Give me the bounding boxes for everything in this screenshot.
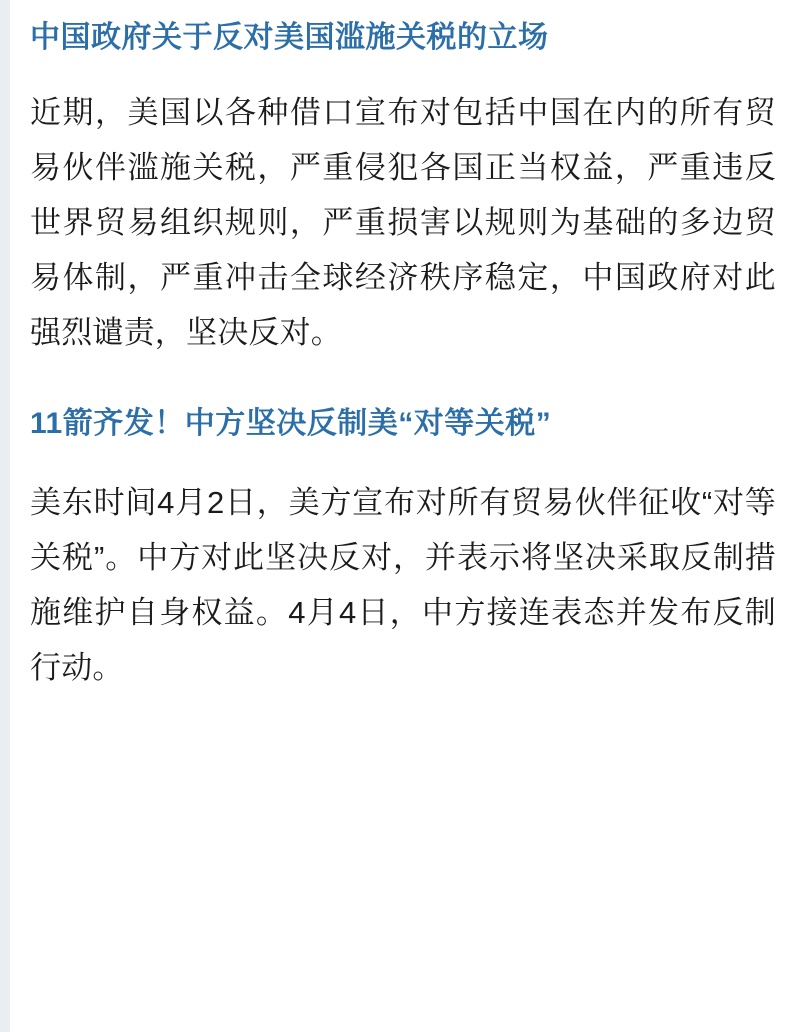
article-content <box>30 0 776 696</box>
section-paragraph-1: 近期，美国以各种借口宣布对包括中国在内的所有贸易伙伴滥施关税，严重侵犯各国正当权益，严重违反世界贸易组织规则，严重损害以规则为基础的多边贸易体制，严重冲击全球经济秩序稳定，中国政府对此强烈谴责，坚决反对。 <box>30 94 776 351</box>
section-heading-1: 中国政府关于反对美国滥施关税的立场 <box>30 21 549 54</box>
section-paragraph-2: 美东时间4月2日，美方宣布对所有贸易伙伴征收“对等关税”。中方对此坚决反对，并表示将坚决采取反制措施维护自身权益。4月4日，中方接连表态并发布反制行动。 <box>30 484 776 686</box>
page-left-rule <box>0 0 10 1032</box>
section-heading-2: 11箭齐发！中方坚决反制美“对等关税” <box>30 407 552 441</box>
